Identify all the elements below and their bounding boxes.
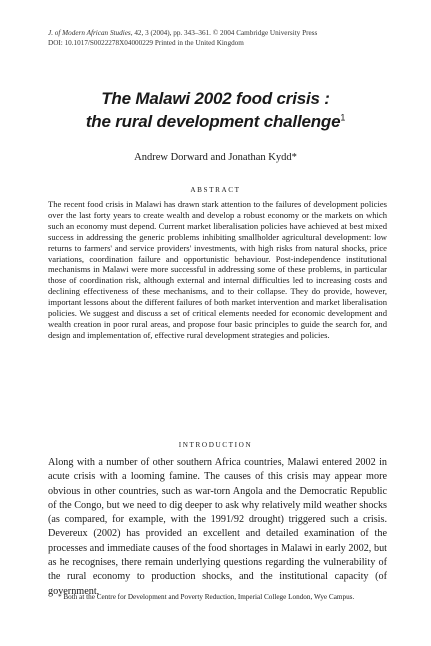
citation-details: , 42, 3 (2004), pp. 343–361. © 2004 Cambridge University Press xyxy=(130,29,318,37)
article-title xyxy=(20,87,411,133)
title-line-2-text: the rural development challenge xyxy=(85,112,341,131)
running-head-doi: DOI: 10.1017/S0022278X04000229 Printed in the United Kingdom xyxy=(48,39,244,47)
authors: Andrew Dorward and Jonathan Kydd* xyxy=(134,152,297,163)
title-line-1: The Malawi 2002 food crisis : xyxy=(101,89,330,108)
introduction-heading: INTRODUCTION xyxy=(178,441,253,449)
abstract-text: The recent food crisis in Malawi has drawn stark attention to the failures of development policies over the last forty years to create wealth and develop a robust economy or the markets on which such an economy must depend. Current market liberalisation policies have achieved at best mixed success in addressing the generic problems inhibiting smallholder agricultural development: low returns to farmers' and service providers' investments, with high risks from natural shocks, price variations, coordination failure and opportunistic behaviour. Post-independence institutional mechanisms in Malawi were more successful in addressing some of these problems, in particular those of coordination risk, although external and internal difficulties led to increasing costs and declining effectiveness of these mechanisms, and to their collapse. They do provide, however, important lessons about the different failures of both market intervention and market liberalisation policies. We suggest and discuss a set of critical elements needed for economic development and wealth creation in poor rural areas, and propose four basic principles to guide the search for, and design and implementation of, effective rural development strategies and policies. xyxy=(48,199,387,340)
running-head xyxy=(48,28,393,48)
title-footnote-marker: 1 xyxy=(340,112,346,123)
running-head-citation xyxy=(48,28,393,38)
title-line-2 xyxy=(20,110,411,133)
journal-name: J. of Modern African Studies xyxy=(48,29,131,37)
introduction-text: Along with a number of other southern Africa countries, Malawi entered 2002 in acute crisis with a looming famine. The causes of this crisis may appear more obvious in other countries, such as war-torn Angola and the Democratic Republic of the Congo, but we need to dig deeper to ask why relatively mild weather shocks (as compared, for example, with the 1991/92 drought) triggered such a crisis. Devereux (2002) has provided an excellent and detailed examination of the processes and immediate causes of the food shortages in Malawi in early 2002, but as he recognises, there remain underlying questions regarding the vulnerability of the rural economy to production shocks, and the institutional capacity (of government, xyxy=(48,457,387,597)
author-footnote: * Both at the Centre for Development and Poverty Reduction, Imperial College London, Wye Campus. xyxy=(58,593,355,601)
abstract-heading: ABSTRACT xyxy=(190,186,241,194)
